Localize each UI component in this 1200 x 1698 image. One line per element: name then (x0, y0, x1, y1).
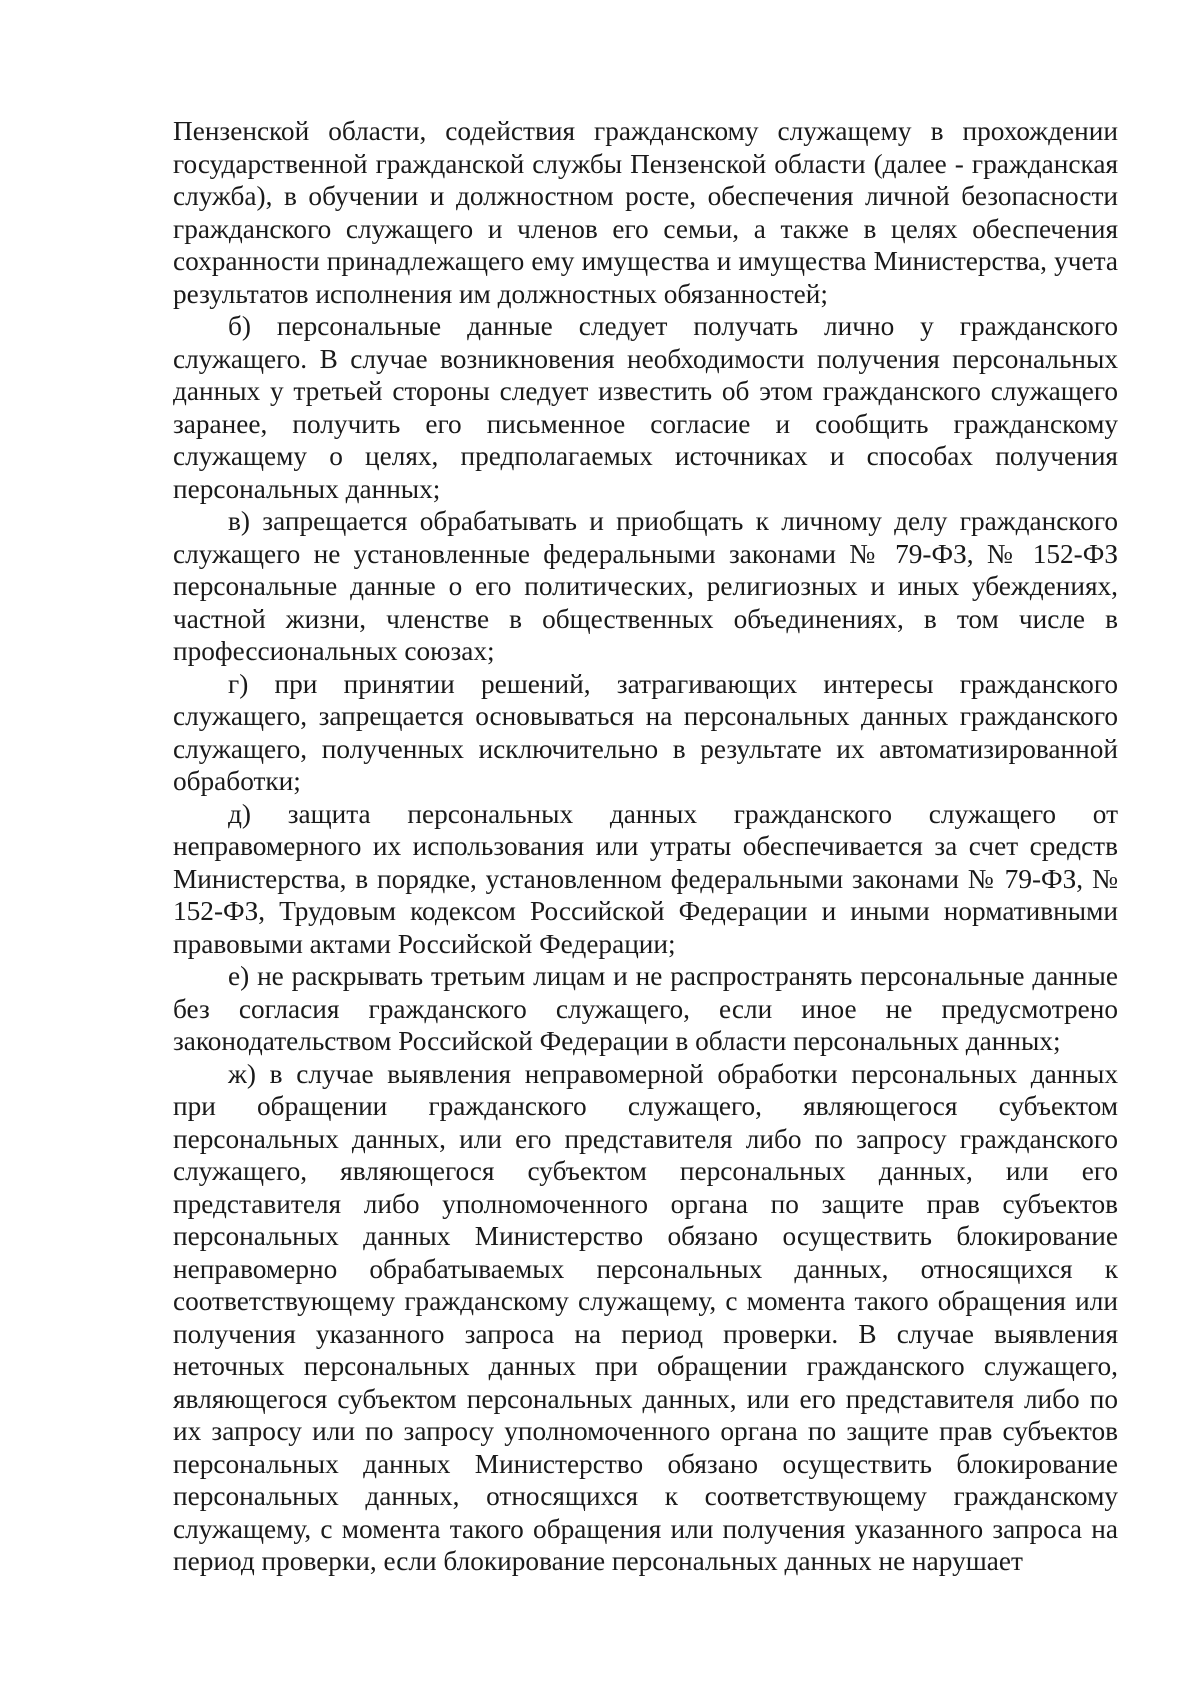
paragraph-item-d: д) защита персональных данных гражданского служащего от неправомерного их использования или утраты обеспечивается за счет средств Министерства, в порядке, установленном федеральными законами № 79-ФЗ, № 152-ФЗ, Трудовым кодексом Российской Федерации и иными нормативными правовыми актами Российской Федерации; (173, 798, 1118, 959)
document-body (173, 115, 1118, 1578)
paragraph-item-zh: ж) в случае выявления неправомерной обработки персональных данных при обращении гражданского служащего, являющегося субъектом персональных данных, или его представителя либо по запросу гражданского служащего, являющегося субъектом персональных данных, или его представителя либо уполномоченного органа по защите прав субъектов персональных данных Министерство обязано осуществить блокирование неправомерно обрабатываемых персональных данных, относящихся к соответствующему гражданскому служащему, с момента такого обращения или получения указанного запроса на период проверки. В случае выявления неточных персональных данных при обращении гражданского служащего, являющегося субъектом персональных данных, или его представителя либо по их запросу или по запросу уполномоченного органа по защите прав субъектов персональных данных Министерство обязано осуществить блокирование персональных данных, относящихся к соответствующему гражданскому служащему, с момента такого обращения или получения указанного запроса на период проверки, если блокирование персональных данных не нарушает (173, 1058, 1118, 1576)
paragraph-item-g: г) при принятии решений, затрагивающих интересы гражданского служащего, запрещается основываться на персональных данных гражданского служащего, полученных исключительно в результате их автоматизированной обработки; (173, 668, 1118, 796)
paragraph-item-v: в) запрещается обрабатывать и приобщать к личному делу гражданского служащего не установленные федеральными законами № 79-ФЗ, № 152-ФЗ персональные данные о его политических, религиозных и иных убеждениях, частной жизни, членстве в общественных объединениях, в том числе в профессиональных союзах; (173, 506, 1118, 666)
paragraph-continuation: Пензенской области, содействия гражданскому служащему в прохождении государственной гражданской службы Пензенской области (далее - гражданская служба), в обучении и должностном росте, обеспечения личной безопасности гражданского служащего и членов его семьи, а также в целях обеспечения сохранности принадлежащего ему имущества и имущества Министерства, учета результатов исполнения им должностных обязанностей; (173, 116, 1118, 309)
paragraph-item-b: б) персональные данные следует получать лично у гражданского служащего. В случае возникновения необходимости получения персональных данных у третьей стороны следует известить об этом гражданского служащего заранее, получить его письменное согласие и сообщить гражданскому служащему о целях, предполагаемых источниках и способах получения персональных данных; (173, 311, 1118, 504)
paragraph-item-e: е) не раскрывать третьим лицам и не распространять персональные данные без согласия гражданского служащего, если иное не предусмотрено законодательством Российской Федерации в области персональных данных; (173, 961, 1118, 1056)
